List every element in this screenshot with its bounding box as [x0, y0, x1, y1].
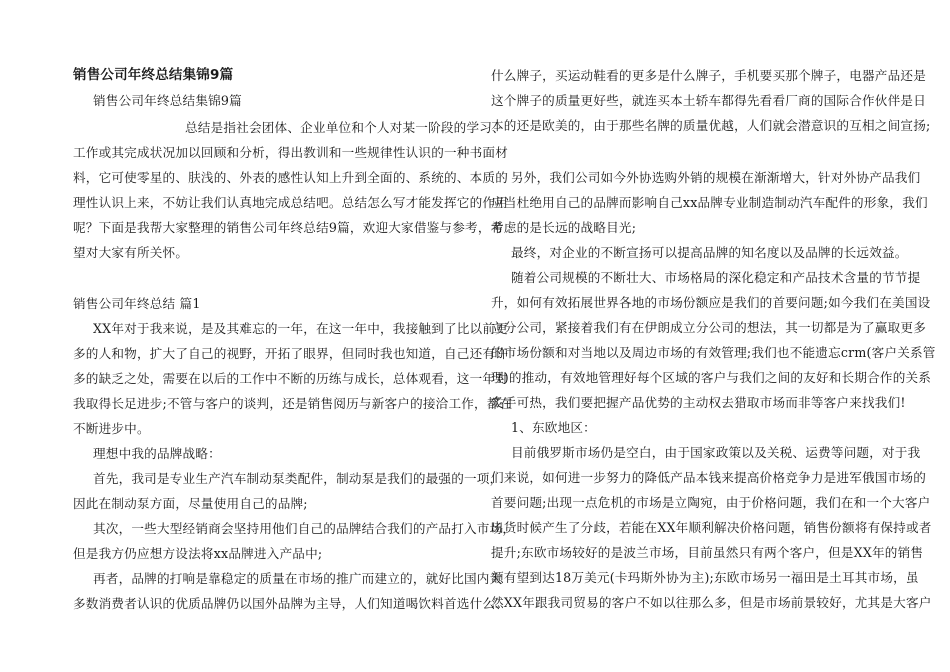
- right-text-line: 立分公司，紧接着我们有在伊朗成立分公司的想法，其一切都是为了赢取更多: [491, 320, 926, 335]
- left-text-line: 理性认识上来，不妨让我们认真地完成总结吧。总结怎么写才能发挥它的作用: [73, 195, 508, 210]
- right-text-line: 最终，对企业的不断宣扬可以提高品牌的知名度以及品牌的长远效益。: [511, 245, 908, 260]
- left-text-line: 望对大家有所关怀。: [73, 245, 189, 260]
- document-title: 销售公司年终总结集锦9篇: [73, 67, 234, 83]
- left-text-line: 再者，品牌的打响是靠稳定的质量在市场的推广而建立的，就好比国内大: [93, 571, 503, 586]
- left-text-line: 首先，我司是专业生产汽车制动泵类配件，制动泵是我们的最强的一项，: [93, 471, 503, 486]
- right-text-line: 这个牌子的质量更好些，就连买本土轿车都得先看看厂商的国际合作伙伴是日: [491, 93, 926, 108]
- left-text-line: 工作或其完成状况加以回顾和分析，得出教训和一些规律性认识的一种书面材: [73, 145, 508, 160]
- left-text-line: 料，它可使零星的、肤浅的、外表的感性认知上升到全面的、系统的、本质的: [73, 170, 508, 185]
- left-text-line: 其次，一些大型经销商会坚持用他们自己的品牌结合我们的产品打入市场，: [93, 521, 516, 536]
- left-text-line: 我取得长足进步;不管与客户的谈判，还是销售阅历与新客户的接洽工作，都在: [73, 396, 513, 411]
- left-text-line: 呢？下面是我帮大家整理的销售公司年终总结9篇，欢迎大家借鉴与参考，希: [73, 220, 504, 235]
- right-text-line: 升，如何有效拓展世界各地的市场份额应是我们的首要问题;如今我们在美国设: [491, 295, 931, 310]
- left-text-line: 销售公司年终总结 篇1: [73, 296, 201, 311]
- left-text-line: 但是我方仍应想方设法将xx品牌进入产品中;: [73, 546, 323, 561]
- left-text-line: 多的缺乏之处，需要在以后的工作中不断的历练与成长，总体观看，这一年对: [73, 371, 508, 386]
- right-text-line: 首要问题;出现一点危机的市场是立陶宛，由于价格问题，我们在和一个大客户: [491, 495, 931, 510]
- left-text-line: 总结是指社会团体、企业单位和个人对某一阶段的学习、: [185, 120, 505, 135]
- left-text-line: XX年对于我来说，是及其难忘的一年，在这一年中，我接触到了比以前更: [93, 321, 508, 336]
- right-text-line: 1、东欧地区：: [511, 420, 596, 435]
- right-text-line: 额有望到达18万美元(卡玛斯外协为主);东欧市场另一福田是土耳其市场，虽: [491, 570, 919, 585]
- left-text-line: 因此在制动泵方面，尽量使用自己的品牌;: [73, 496, 308, 511]
- right-text-line: 炙手可热，我们要把握产品优势的主动权去猎取市场而非等客户来找我们!: [491, 395, 906, 410]
- right-text-line: 的市场份额和对当地以及周边市场的有效管理;我们也不能遗忘crm(客户关系管: [491, 345, 936, 360]
- left-text-line: 多数消费者认识的优质品牌仍以国外品牌为主导，人们知道喝饮料首选什么、: [73, 596, 508, 611]
- right-text-line: 另外，我们公司如今外协选购外销的规模在渐渐增大，针对外协产品我们: [511, 170, 921, 185]
- right-text-line: 本的还是欧美的，由于那些名牌的质量优越，人们就会潜意识的互相之间宣扬;: [491, 118, 931, 133]
- right-text-line: 理)的推动，有效地管理好每个区域的客户与我们之间的友好和长期合作的关系: [491, 370, 932, 385]
- right-text-line: 出货时候产生了分歧，若能在XX年顺利解决价格问题，销售份额将有保持或者: [491, 520, 932, 535]
- right-text-line: 随着公司规模的不断壮大、市场格局的深化稳定和产品技术含量的节节提: [511, 270, 921, 285]
- right-text-line: 应当杜绝用自己的品牌而影响自己xx品牌专业制造制动汽车配件的形象，我们: [491, 195, 928, 210]
- left-text-line: 理想中我的品牌战略：: [93, 446, 221, 461]
- right-text-line: 们来说，如何进一步努力的降低产品本钱来提高价格竞争力是进军俄国市场的: [491, 470, 926, 485]
- right-text-line: 考虑的是长远的战略目光;: [491, 220, 637, 235]
- right-text-line: 提升;东欧市场较好的是波兰市场，目前虽然只有两个客户，但是XX年的销售: [491, 545, 924, 560]
- right-text-line: 目前俄罗斯市场仍是空白，由于国家政策以及关税、运费等问题，对于我: [511, 445, 921, 460]
- right-text-line: 然XX年跟我司贸易的客户不如以往那么多，但是市场前景较好，尤其是大客户: [491, 595, 932, 610]
- left-text-line: 不断进步中。: [73, 421, 150, 436]
- document-subtitle: 销售公司年终总结集锦9篇: [93, 93, 242, 108]
- right-text-line: 什么牌子，买运动鞋看的更多是什么牌子，手机要买那个牌子，电器产品还是: [491, 68, 926, 83]
- left-text-line: 多的人和物，扩大了自己的视野，开拓了眼界，但同时我也知道，自己还有许: [73, 346, 508, 361]
